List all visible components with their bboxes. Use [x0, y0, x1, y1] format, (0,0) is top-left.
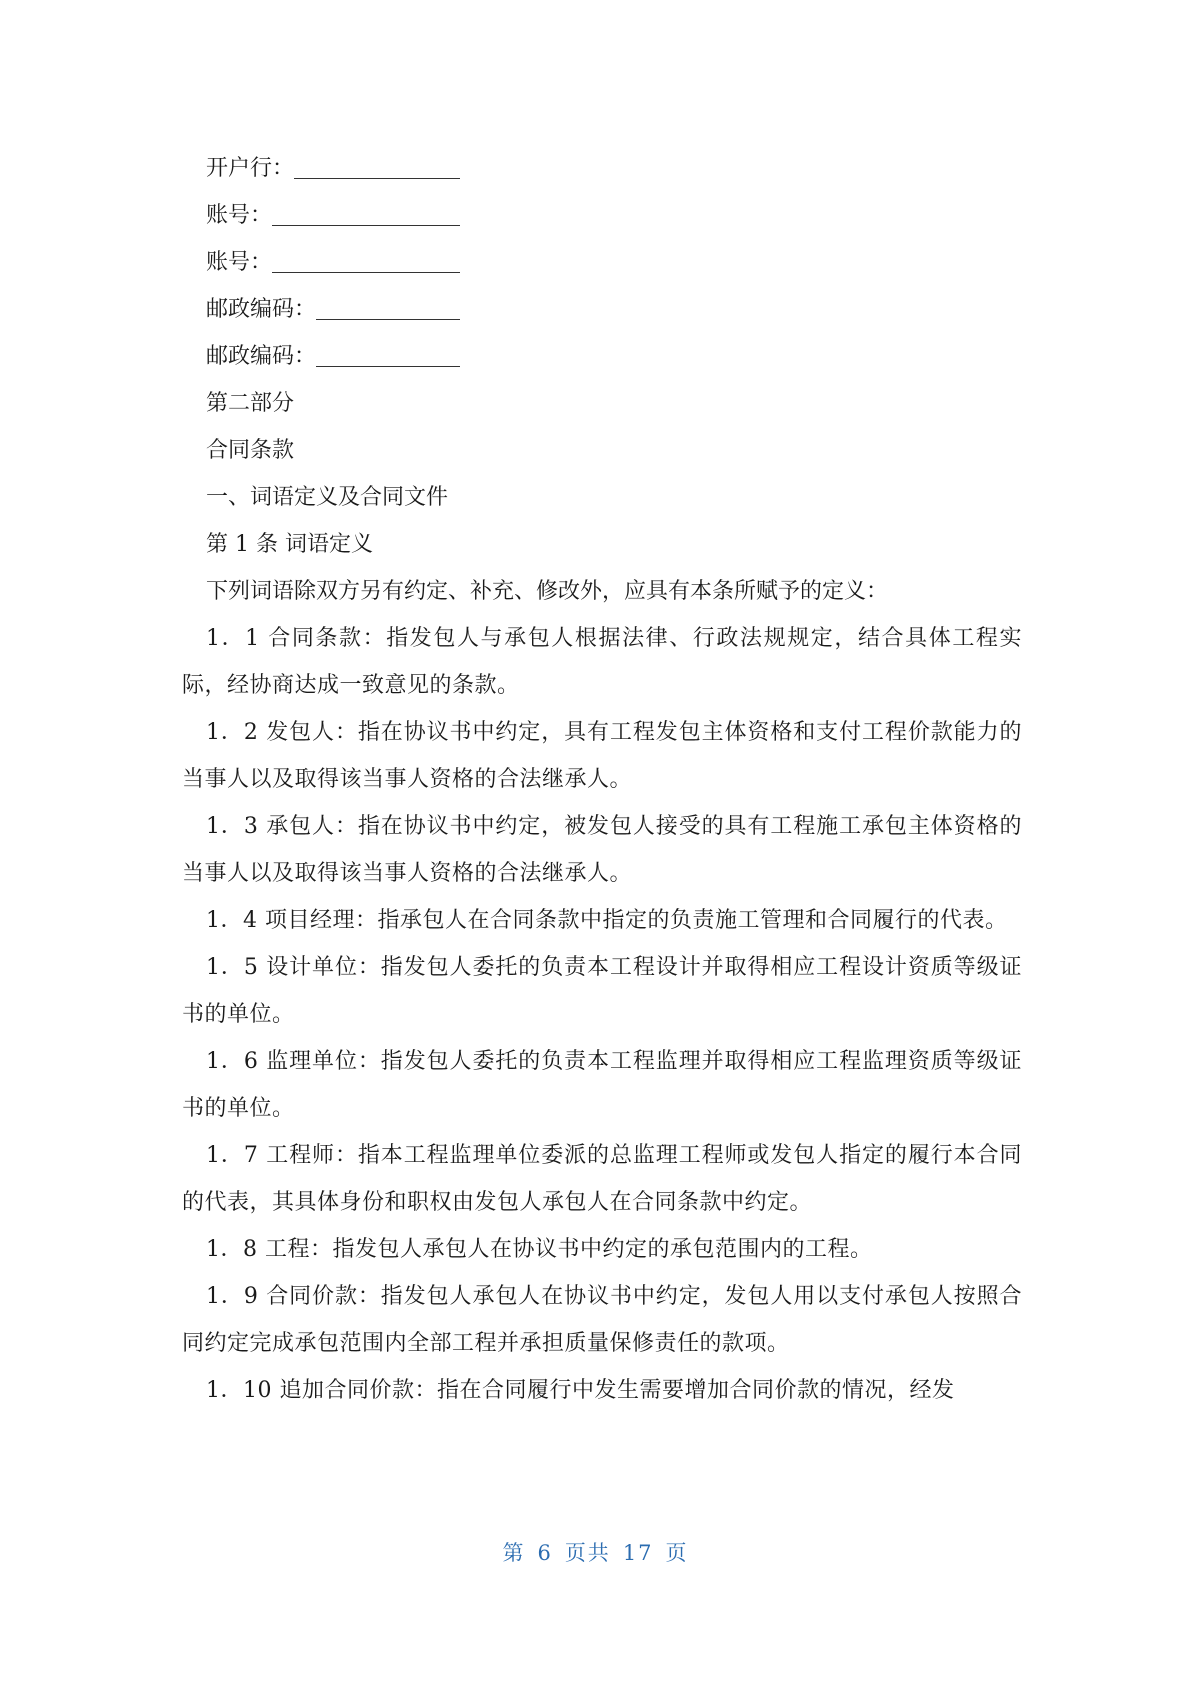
- postal-code-blank-1: [316, 297, 460, 320]
- postal-code-blank-2: [316, 344, 460, 367]
- postal-code-label-2: 邮政编码：: [206, 344, 317, 369]
- postal-code-label-1: 邮政编码：: [206, 297, 317, 322]
- footer-page-number: 6: [537, 1541, 553, 1565]
- document-body: [182, 145, 1022, 1414]
- clause-1-4: 1．4 项目经理：指承包人在合同条款中指定的负责施工管理和合同履行的代表。: [206, 908, 1008, 933]
- clause-1-2: 1．2 发包人：指在协议书中约定，具有工程发包主体资格和支付工程价款能力的当事人以及取得该当事人资格的合法继承人。: [182, 720, 1022, 792]
- page-footer: [0, 1537, 1191, 1567]
- bank-label: 开户行：: [206, 156, 295, 181]
- footer-suffix: 页: [665, 1541, 689, 1565]
- clause-1-8: 1．8 工程：指发包人承包人在协议书中约定的承包范围内的工程。: [206, 1237, 873, 1262]
- part-heading: 第二部分: [206, 391, 295, 416]
- clause-1-5: 1．5 设计单位：指发包人委托的负责本工程设计并取得相应工程设计资质等级证书的单位。: [182, 955, 1022, 1027]
- intro-paragraph: 下列词语除双方另有约定、补充、修改外，应具有本条所赋予的定义：: [206, 579, 889, 604]
- clause-1-7: 1．7 工程师：指本工程监理单位委派的总监理工程师或发包人指定的履行本合同的代表，其具体身份和职权由发包人承包人在合同条款中约定。: [182, 1143, 1022, 1215]
- account-label-1: 账号：: [206, 203, 273, 228]
- postal-code-field-1: [182, 286, 1022, 333]
- chapter-heading: 一、词语定义及合同文件: [206, 485, 449, 510]
- section-heading: 合同条款: [206, 438, 295, 463]
- bank-field: [182, 145, 1022, 192]
- clause-1-9: 1．9 合同价款：指发包人承包人在协议书中约定，发包人用以支付承包人按照合同约定完成承包范围内全部工程并承担质量保修责任的款项。: [182, 1284, 1022, 1356]
- footer-middle: 页共: [564, 1541, 611, 1565]
- clause-1-3: 1．3 承包人：指在协议书中约定，被发包人接受的具有工程施工承包主体资格的当事人以及取得该当事人资格的合法继承人。: [182, 814, 1022, 886]
- bank-blank: [294, 156, 460, 179]
- footer-total-pages: 17: [622, 1541, 654, 1565]
- article-heading: 第 1 条 词语定义: [206, 532, 373, 557]
- postal-code-field-2: [182, 333, 1022, 380]
- account-blank-2: [272, 250, 460, 273]
- clause-1-1: 1．1 合同条款：指发包人与承包人根据法律、行政法规规定，结合具体工程实际，经协商达成一致意见的条款。: [182, 626, 1022, 698]
- account-blank-1: [272, 203, 460, 226]
- clause-1-6: 1．6 监理单位：指发包人委托的负责本工程监理并取得相应工程监理资质等级证书的单位。: [182, 1049, 1022, 1121]
- footer-prefix: 第: [502, 1541, 526, 1565]
- clause-1-10: 1．10 追加合同价款：指在合同履行中发生需要增加合同价款的情况，经发: [206, 1378, 955, 1403]
- account-label-2: 账号：: [206, 250, 273, 275]
- account-field-2: [182, 239, 1022, 286]
- account-field-1: [182, 192, 1022, 239]
